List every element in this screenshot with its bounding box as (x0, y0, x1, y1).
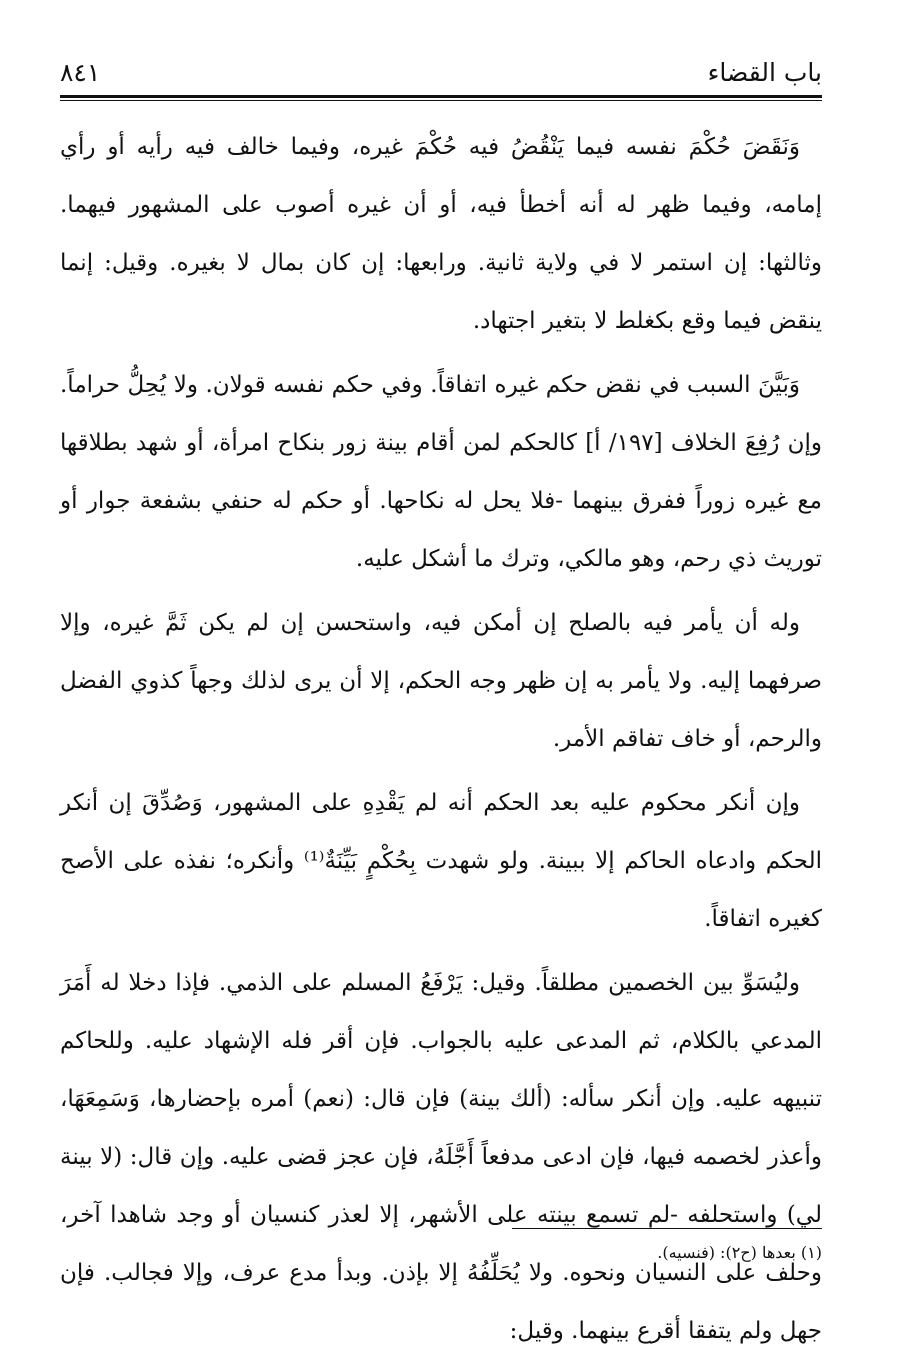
footnote-divider (512, 1228, 822, 1229)
paragraph: وَنَقَضَ حُكْمَ نفسه فيما يَنْقُضُ فيه حُكْمَ غيره، وفيما خالف فيه رأيه أو رأي إمامه، وفيما ظهر له أنه أخطأ فيه، أو أن غيره أصوب على المشهور فيهما. وثالثها: إن استمر لا في ولاية ثانية. ورابعها: إن كان بمال لا بغيره. وقيل: إنما ينقض فيما وقع بكغلط لا بتغير اجتهاد. (60, 134, 822, 334)
paragraph: وَبَيَّنَ السبب في نقض حكم غيره اتفاقاً. وفي حكم نفسه قولان. ولا يُحِلُّ حراماً. وإن رُفِعَ الخلاف [١٩٧/ أ] كالحكم لمن أقام بينة زور بنكاح امرأة، أو شهد بطلاقها مع غيره زوراً ففرق بينهما -فلا يحل له نكاحها. أو حكم له حنفي بشفعة جوار أو توريث ذي رحم، وهو مالكي، وترك ما أشكل عليه. (60, 372, 823, 572)
header-divider (60, 95, 822, 101)
footnote: (١) بعدها (ح٢): (فنسيه). (657, 1243, 822, 1262)
paragraph: وليُسَوِّ بين الخصمين مطلقاً. وقيل: يَرْفَعُ المسلم على الذمي. فإذا دخلا له أَمَرَ المدعي بالكلام، ثم المدعى عليه بالجواب. فإن أقر فله الإشهاد عليه. وللحاكم تنبيهه عليه. وإن أنكر سأله: (ألك بينة) فإن قال: (نعم) أمره بإحضارها، وَسَمِعَهَا، وأعذر لخصمه فيها، فإن ادعى مدفعاً أَجَّلَهُ، فإن عجز قضى عليه. وإن قال: (لا بينة لي) واستحلفه -لم تسمع بينته على الأشهر، إلا لعذر كنسيان أو وجد شاهدا آخر، وحلف على النسيان ونحوه. ولا يُحَلِّفُهُ إلا بإذن. وبدأ مدع عرف، وإلا فجالب. فإن جهل ولم يتفقا أقرع بينهما. وقيل: (60, 970, 822, 1344)
paragraph: وإن أنكر محكوم عليه بعد الحكم أنه لم يَقْدِهِ على المشهور، وَصُدِّقَ إن أنكر الحكم وادعاه الحاكم إلا ببينة. ولو شهدت بِحُكْمٍ بَيِّنَةٌ⁽¹⁾ وأنكره؛ نفذه على الأصح كغيره اتفاقاً. (60, 790, 822, 932)
page-number: ٨٤١ (60, 58, 101, 87)
main-text (60, 118, 822, 1366)
paragraph: وله أن يأمر فيه بالصلح إن أمكن فيه، واستحسن إن لم يكن ثَمَّ غيره، وإلا صرفهما إليه. ولا يأمر به إن ظهر وجه الحكم، إلا أن يرى لذلك وجهاً كذوي الفضل والرحم، أو خاف تفاقم الأمر. (60, 610, 822, 752)
chapter-title: باب القضاء (707, 58, 822, 87)
running-header (60, 58, 822, 92)
